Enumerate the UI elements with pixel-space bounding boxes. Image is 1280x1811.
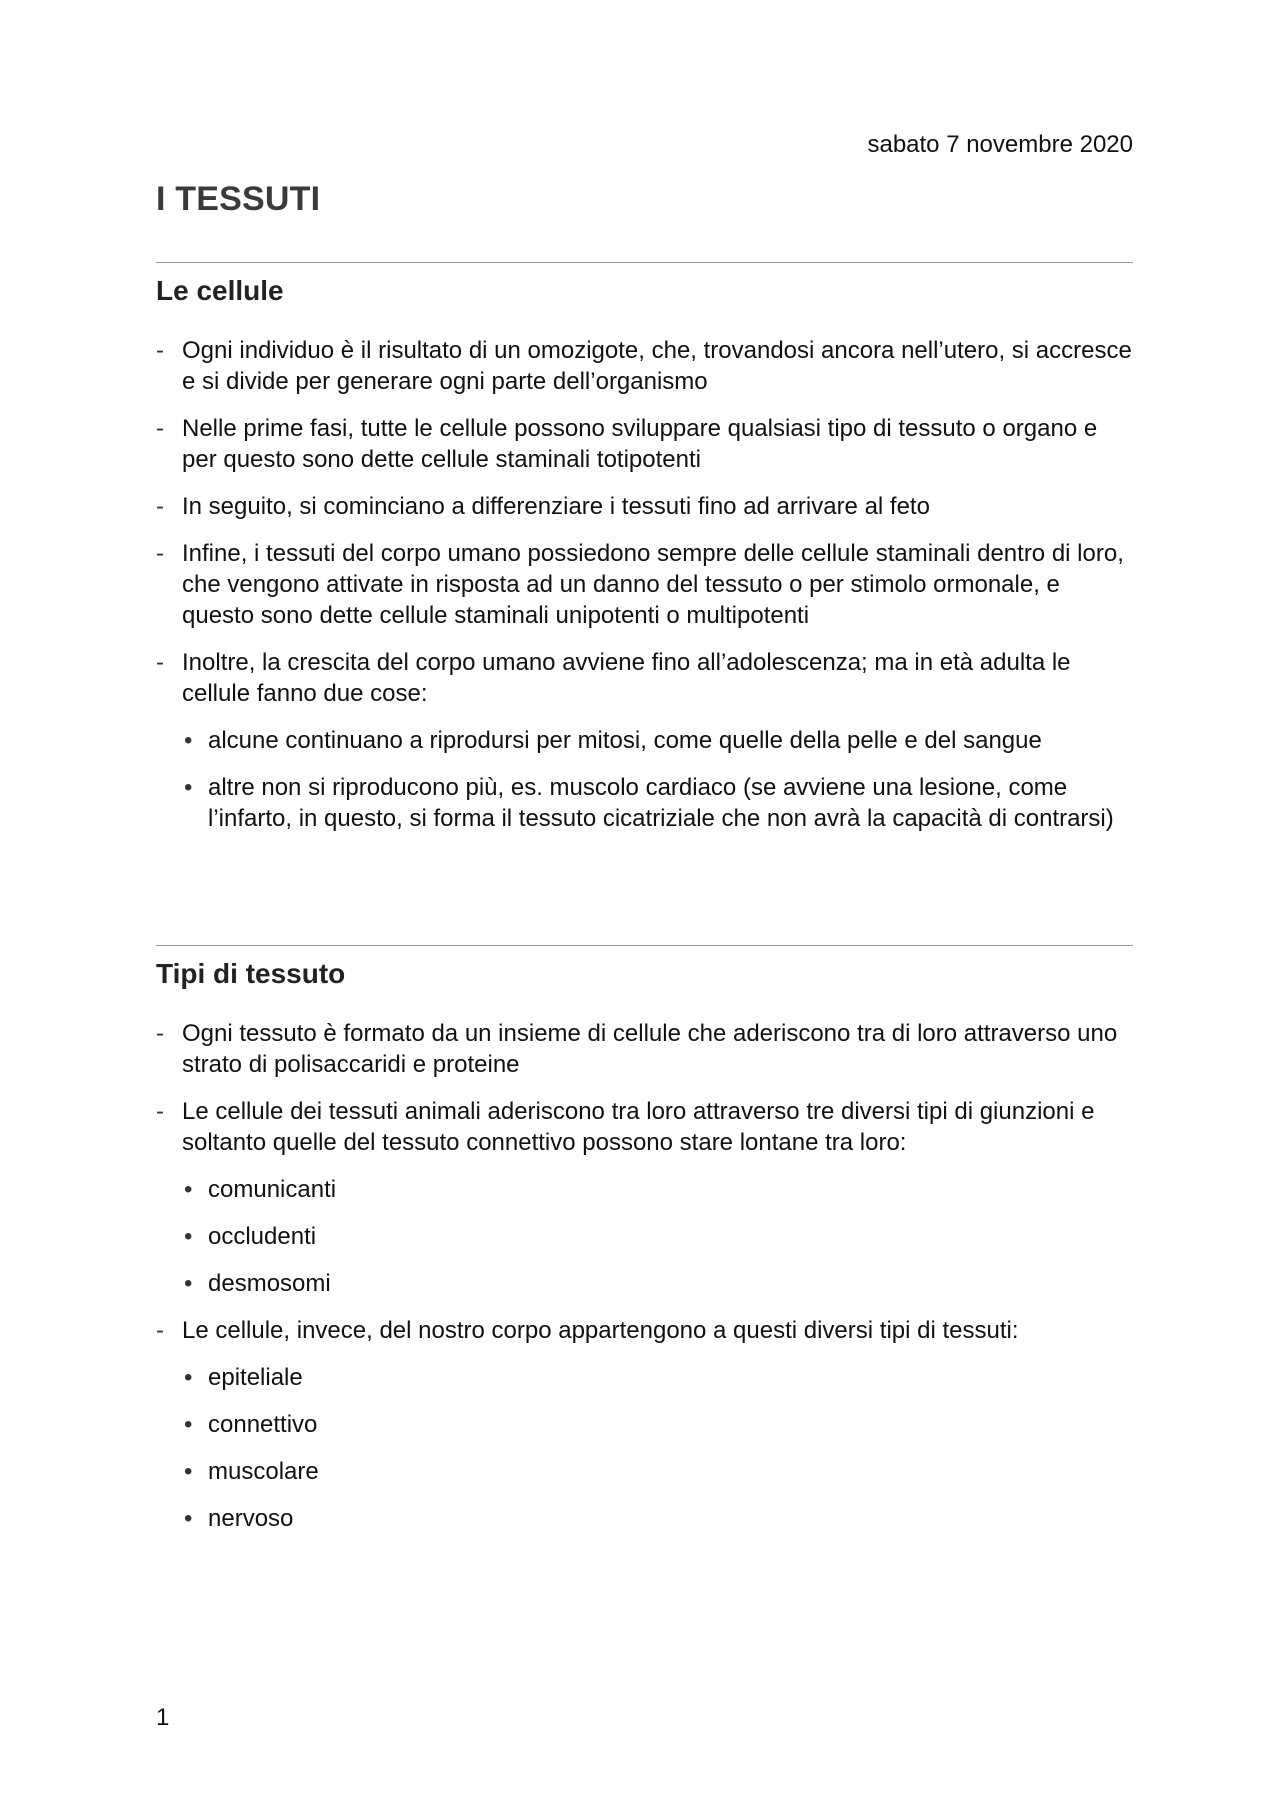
list-item-text: Nelle prime fasi, tutte le cellule possono sviluppare qualsiasi tipo di tessuto o organo e per questo sono dette cellule staminali totipotenti (182, 415, 1098, 473)
bullet-item-text: desmosomi (208, 1270, 331, 1297)
bullet-item (182, 772, 1133, 834)
bullet-item-text: altre non si riproducono più, es. muscolo cardiaco (se avviene una lesione, come l’infarto, in questo, si forma il tessuto cicatriziale che non avrà la capacità di contrarsi) (208, 774, 1114, 832)
dash-list (156, 335, 1133, 834)
bullet-marker: • (184, 1505, 193, 1532)
bullet-item (182, 725, 1133, 756)
bullet-item (182, 1456, 1133, 1487)
list-item-text: In seguito, si cominciano a differenziare i tessuti fino ad arrivare al feto (182, 493, 930, 520)
section-divider (156, 945, 1133, 946)
dash-marker: - (156, 1020, 164, 1047)
bullet-list (182, 1174, 1133, 1299)
bullet-item-text: occludenti (208, 1223, 317, 1250)
list-item (156, 491, 1133, 522)
list-item-text: Infine, i tessuti del corpo umano possiedono sempre delle cellule staminali dentro di loro, che vengono attivate in risposta ad un danno del tessuto o per stimolo ormonale, e questo sono dette cellule staminali unipotenti o multipotenti (182, 540, 1124, 629)
list-item (156, 647, 1133, 834)
bullet-list (182, 1362, 1133, 1534)
bullet-item-text: alcune continuano a riprodursi per mitosi, come quelle della pelle e del sangue (208, 727, 1042, 754)
list-item-text: Le cellule, invece, del nostro corpo appartengono a questi diversi tipi di tessuti: (182, 1317, 1019, 1344)
list-item (156, 1018, 1133, 1080)
bullet-marker: • (184, 1458, 193, 1485)
bullet-item (182, 1409, 1133, 1440)
dash-marker: - (156, 493, 164, 520)
bullet-marker: • (184, 1270, 193, 1297)
bullet-item-text: epiteliale (208, 1364, 303, 1391)
dash-list (156, 1018, 1133, 1534)
bullet-item-text: connettivo (208, 1411, 318, 1438)
dash-marker: - (156, 649, 164, 676)
section-heading: Tipi di tessuto (156, 958, 346, 989)
document-date: sabato 7 novembre 2020 (867, 131, 1133, 158)
list-item (156, 1096, 1133, 1299)
section-divider (156, 262, 1133, 263)
bullet-marker: • (184, 1411, 193, 1438)
list-item-text: Le cellule dei tessuti animali aderiscono tra loro attraverso tre diversi tipi di giunzioni e soltanto quelle del tessuto connettivo possono stare lontane tra loro: (182, 1098, 1095, 1156)
page-number: 1 (156, 1704, 170, 1731)
list-item (156, 413, 1133, 475)
dash-marker: - (156, 337, 164, 364)
list-item-text: Ogni individuo è il risultato di un omozigote, che, trovandosi ancora nell’utero, si accresce e si divide per generare ogni parte dell’organismo (182, 337, 1132, 395)
bullet-list (182, 725, 1133, 834)
list-item (156, 538, 1133, 631)
section-le-cellule (156, 262, 1133, 850)
bullet-item (182, 1362, 1133, 1393)
bullet-marker: • (184, 727, 193, 754)
document-title: I TESSUTI (156, 180, 321, 218)
bullet-marker: • (184, 1364, 193, 1391)
list-item-text: Inoltre, la crescita del corpo umano avviene fino all’adolescenza; ma in età adulta le cellule fanno due cose: (182, 649, 1071, 707)
dash-marker: - (156, 1317, 164, 1344)
bullet-item (182, 1503, 1133, 1534)
section-heading: Le cellule (156, 275, 284, 306)
bullet-item (182, 1221, 1133, 1252)
list-item (156, 335, 1133, 397)
bullet-item (182, 1174, 1133, 1205)
bullet-item-text: comunicanti (208, 1176, 337, 1203)
dash-marker: - (156, 540, 164, 567)
list-item-text: Ogni tessuto è formato da un insieme di cellule che aderiscono tra di loro attraverso uno strato di polisaccaridi e proteine (182, 1020, 1118, 1078)
bullet-item-text: muscolare (208, 1458, 319, 1485)
bullet-marker: • (184, 1223, 193, 1250)
bullet-item-text: nervoso (208, 1505, 294, 1532)
bullet-marker: • (184, 774, 193, 801)
section-tipi-di-tessuto (156, 945, 1133, 1550)
bullet-marker: • (184, 1176, 193, 1203)
dash-marker: - (156, 1098, 164, 1125)
list-item (156, 1315, 1133, 1534)
bullet-item (182, 1268, 1133, 1299)
dash-marker: - (156, 415, 164, 442)
